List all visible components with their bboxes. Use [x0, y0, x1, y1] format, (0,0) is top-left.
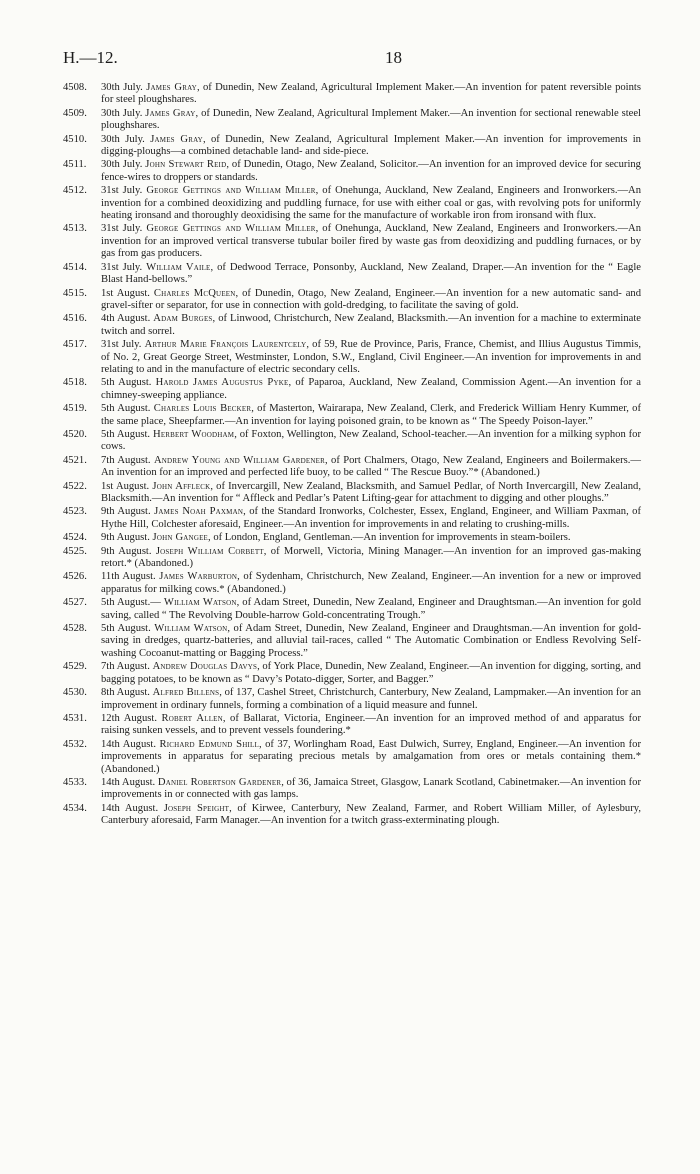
- applicant-names: Herbert Woodham: [152, 428, 235, 440]
- entry-description: , of Onehunga, Auckland, New Zealand, Engineers and Ironworkers.—An invention for an improved vertical transverse tubular boiler fired by waste gas from deoxidizing and puddling furnaces, or by gas from gas producers.: [101, 223, 642, 260]
- applicant-names: James Warburton: [159, 571, 238, 583]
- entry-number: 4522.: [63, 480, 87, 492]
- patent-entry: [63, 506, 641, 531]
- document-reference: H.—12.: [63, 48, 118, 67]
- patent-entry: [63, 108, 641, 133]
- patent-entry: [63, 262, 641, 287]
- entry-date: 9th August.: [101, 532, 150, 544]
- entry-date: 9th August.: [101, 545, 152, 557]
- entry-description: , of Ballarat, Victoria, Engineer.—An invention for an improved method of and apparatus for raising sunken vessels, and to prevent vessels foundering.*: [101, 712, 641, 737]
- entry-text: [101, 185, 641, 222]
- entry-description: , of Invercargill, New Zealand, Blacksmith, and Samuel Pedlar, of North Invercargill, New Zealand, Blacksmith.—An invention for “ Affleck and Pedlar’s Patent Lifting-gear for attachment to digging and other ploughs.”: [101, 480, 641, 504]
- entry-description: , of Dunedin, New Zealand, Agricultural Implement Maker.—An invention for sectional renewable steel ploughshares.: [101, 107, 641, 132]
- entry-description: , of Dedwood Terrace, Ponsonby, Auckland, New Zealand, Draper.—An invention for the “ Eagle Blast Hand-bellows.”: [101, 261, 642, 286]
- applicant-names: Arthur Marie François Laurentcely: [144, 339, 307, 351]
- entry-text: [101, 313, 641, 338]
- entry-text: [101, 623, 641, 660]
- entry-description: , of Adam Street, Dunedin, New Zealand, Engineer and Draughtsman.—An invention for gold-saving in dredges, quartz-batteries, and alluvial tail-races, called “ The Automatic Combination or Endless Revolving Self-washing Cocoanut-matting or Bagging Process.”: [101, 623, 642, 659]
- entry-number: 4530.: [63, 687, 87, 699]
- entry-number: 4533.: [63, 776, 87, 788]
- applicant-names: William Watson: [154, 623, 228, 635]
- entry-date: 5th August.: [101, 623, 151, 635]
- applicant-names: Adam Burges: [153, 313, 213, 325]
- entry-date: 5th August.: [101, 377, 152, 389]
- entry-number: 4514.: [63, 261, 87, 273]
- entry-description: , of Onehunga, Auckland, New Zealand, Engineers and Ironworkers.—An invention for a combined deoxidizing and puddling furnace, for use with either coal or gas, with revolving pots for uniformly heating ironsand and thoroughly deoxidising the same for the manufacture of workable iron from ironsand with flux.: [101, 185, 642, 222]
- entry-number: 4519.: [63, 403, 87, 415]
- entry-number: 4510.: [63, 133, 87, 145]
- entry-description: , of Dunedin, Otago, New Zealand, Engineer.—An invention for a new automatic sand- and gravel-sifter or separator, for use in connection with gold-dredging, to facilitate the saving of gold.: [101, 287, 642, 311]
- entry-description: , of Foxton, Wellington, New Zealand, School-teacher.—An invention for a milking syphon for cows.: [101, 428, 641, 453]
- patent-entry: [63, 597, 641, 622]
- entry-date: 31st July.: [101, 185, 143, 197]
- entry-date: 31st July.: [101, 339, 142, 351]
- entry-number: 4523.: [63, 506, 87, 518]
- entry-number: 4513.: [63, 223, 87, 235]
- entry-number: 4528.: [63, 623, 87, 635]
- entry-date: 30th July.: [101, 133, 145, 145]
- entry-date: 5th August.—: [101, 597, 161, 609]
- entry-date: 14th August.: [101, 738, 156, 750]
- entry-description: , of York Place, Dunedin, New Zealand, Engineer.—An invention for digging, sorting, and bagging potatoes, to be known as “ Davy’s Potato-digger, Sorter, and Bagger.”: [101, 661, 641, 685]
- applicant-names: Charles Louis Becker: [153, 403, 252, 415]
- entry-date: 31st July.: [101, 261, 143, 273]
- entry-description: , of Sydenham, Christchurch, New Zealand, Engineer.—An invention for a new or improved apparatus for milking cows.* (Abandoned.): [101, 571, 641, 595]
- patent-entry: [63, 429, 641, 454]
- entry-text: [101, 532, 641, 544]
- entry-text: [101, 739, 641, 776]
- applicant-names: James Gray: [150, 133, 203, 145]
- patent-entry: [63, 82, 641, 107]
- entry-number: 4517.: [63, 339, 87, 351]
- patent-entry: [63, 687, 641, 712]
- entry-text: [101, 134, 641, 159]
- entry-description: , of Dunedin, New Zealand, Agricultural Implement Maker.—An invention for patent reversible points for steel ploughshares.: [101, 82, 641, 106]
- applicant-names: William Watson: [163, 597, 237, 609]
- entry-description: , of Paparoa, Auckland, New Zealand, Commission Agent.—An invention for a chimney-sweeping appliance.: [101, 377, 642, 401]
- entry-description: , of 37, Worlingham Road, East Dulwich, Surrey, England, Engineer.—An invention for improvements in apparatus for separating precious metals by amalgamation from ores or metals containing them.* (Abandoned.): [101, 738, 641, 775]
- patent-entries-list: [63, 82, 641, 829]
- patent-entry: [63, 288, 641, 313]
- entry-number: 4527.: [63, 597, 87, 609]
- applicant-names: William Vaile: [146, 261, 211, 273]
- patent-entry: [63, 455, 641, 480]
- entry-date: 9th August.: [101, 506, 151, 518]
- patent-entry: [63, 339, 641, 376]
- entry-date: 8th August.: [101, 687, 150, 699]
- entry-description: , of 137, Cashel Street, Christchurch, Canterbury, New Zealand, Lampmaker.—An invention for an improvement in ordinary funnels, forming a combination of a liquid measure and funnel.: [101, 687, 642, 711]
- entry-date: 5th August.: [101, 403, 151, 415]
- entry-number: 4520.: [63, 428, 87, 440]
- patent-entry: [63, 185, 641, 222]
- applicant-names: Joseph Speight: [163, 802, 230, 814]
- entry-date: 12th August.: [101, 712, 157, 724]
- entry-description: , of Masterton, Wairarapa, New Zealand, Clerk, and Frederick William Henry Kummer, of the same place, Sheepfarmer.—An invention for laying poisoned grain, to be known as “ The Speedy Poison-layer.”: [101, 403, 642, 427]
- patent-entry: [63, 134, 641, 159]
- entry-description: , of the Standard Ironworks, Colchester, Essex, England, Engineer, and William Paxman, of Hythe Hill, Colchester aforesaid, Engineer.—An invention for improvements in and relating to crushing-mills.: [101, 506, 641, 530]
- patent-entry: [63, 739, 641, 776]
- entry-date: 30th July.: [101, 82, 143, 93]
- entry-date: 5th August.: [101, 428, 151, 440]
- applicant-names: Harold James Augustus Pyke: [155, 377, 289, 389]
- page-number: 18: [385, 48, 402, 67]
- entry-date: 30th July.: [101, 159, 143, 171]
- entry-text: [101, 262, 641, 287]
- patent-entry: [63, 623, 641, 660]
- page-header: [63, 48, 640, 70]
- entry-date: 14th August.: [101, 776, 156, 788]
- applicant-names: John Gangee: [152, 532, 209, 544]
- entry-number: 4509.: [63, 107, 87, 119]
- patent-entry: [63, 546, 641, 571]
- entry-number: 4515.: [63, 287, 87, 299]
- entry-text: [101, 661, 641, 686]
- entry-text: [101, 377, 641, 402]
- applicant-names: George Gettings and William Miller: [146, 185, 316, 197]
- entry-number: 4526.: [63, 571, 87, 583]
- applicant-names: Robert Allen: [161, 712, 223, 724]
- entry-date: 7th August.: [101, 454, 151, 466]
- applicant-names: James Gray: [145, 107, 196, 119]
- entry-text: [101, 803, 641, 828]
- entry-text: [101, 687, 641, 712]
- entry-date: 14th August.: [101, 802, 159, 814]
- patent-entry: [63, 313, 641, 338]
- entry-text: [101, 481, 641, 506]
- entry-description: , of 36, Jamaica Street, Glasgow, Lanark Scotland, Cabinetmaker.—An invention for improvements in or connected with gas lamps.: [101, 776, 642, 801]
- entry-text: [101, 159, 641, 184]
- entry-description: , of 59, Rue de Province, Paris, France, Chemist, and Illius Augustus Timmis, of No. 2, Great George Street, Westminster, London, S.W., England, Civil Engineer.—An invention for improvements in and relating to and in the manufacture of electric secondary cells.: [101, 339, 641, 375]
- patent-entry: [63, 803, 641, 828]
- entry-text: [101, 223, 641, 260]
- entry-description: , of Dunedin, New Zealand, Agricultural Implement Maker.—An invention for improvements in digging-ploughs—a combined detachable land- and side-piece.: [101, 133, 641, 158]
- applicant-names: Alfred Billens: [152, 687, 220, 699]
- entry-number: 4512.: [63, 185, 87, 197]
- patent-entry: [63, 571, 641, 596]
- patent-entry: [63, 223, 641, 260]
- entry-text: [101, 288, 641, 313]
- entry-text: [101, 571, 641, 596]
- entry-text: [101, 777, 641, 802]
- entry-text: [101, 108, 641, 133]
- patent-entry: [63, 377, 641, 402]
- patent-entry: [63, 661, 641, 686]
- entry-date: 11th August.: [101, 571, 156, 583]
- entry-text: [101, 455, 641, 480]
- applicant-names: James Noah Paxman: [154, 506, 244, 518]
- patent-entry: [63, 532, 641, 544]
- patent-entry: [63, 159, 641, 184]
- applicant-names: Andrew Young and William Gardener: [153, 454, 325, 466]
- entry-date: 1st August.: [101, 480, 150, 492]
- applicant-names: James Gray: [146, 82, 197, 93]
- entry-date: 7th August.: [101, 661, 150, 673]
- entry-number: 4524.: [63, 532, 87, 544]
- applicant-names: Richard Edmund Shill: [159, 738, 259, 750]
- entry-number: 4531.: [63, 712, 87, 724]
- entry-text: [101, 597, 641, 622]
- applicant-names: John Stewart Reid: [145, 159, 227, 171]
- entry-number: 4511.: [63, 159, 87, 171]
- applicant-names: George Gettings and William Miller: [146, 223, 316, 235]
- entry-number: 4529.: [63, 661, 87, 673]
- entry-description: , of Kirwee, Canterbury, New Zealand, Farmer, and Robert William Miller, of Aylesbury, Canterbury aforesaid, Farm Manager.—An invention for a twitch grass-exterminating plough.: [101, 802, 641, 827]
- applicant-names: Andrew Douglas Davys: [152, 661, 258, 673]
- entry-description: , of Adam Street, Dunedin, New Zealand, Engineer and Draughtsman.—An invention for gold saving, called “ The Revolving Double-harrow Gold-concentrating Trough.”: [101, 597, 642, 621]
- entry-text: [101, 546, 641, 571]
- entry-description: , of Port Chalmers, Otago, New Zealand, Engineers and Boilermakers.—An invention for an improved and perfected life buoy, to be called “ The Rescue Buoy.”* (Abandoned.): [101, 454, 641, 479]
- entry-text: [101, 713, 641, 738]
- entry-date: 4th August.: [101, 313, 151, 325]
- entry-number: 4525.: [63, 545, 87, 557]
- entry-number: 4521.: [63, 454, 87, 466]
- entry-text: [101, 403, 641, 428]
- entry-description: , of Dunedin, Otago, New Zealand, Solicitor.—An invention for an improved device for securing fence-wires to droppers or standards.: [101, 159, 641, 183]
- patent-entry: [63, 481, 641, 506]
- entry-text: [101, 506, 641, 531]
- applicant-names: John Affleck: [152, 480, 211, 492]
- patent-entry: [63, 713, 641, 738]
- entry-number: 4516.: [63, 313, 87, 325]
- entry-text: [101, 339, 641, 376]
- patent-entry: [63, 777, 641, 802]
- applicant-names: Charles McQueen: [153, 287, 236, 299]
- entry-date: 1st August.: [101, 287, 150, 299]
- applicant-names: Daniel Robertson Gardener: [157, 776, 282, 788]
- entry-date: 31st July.: [101, 223, 143, 235]
- entry-number: 4508.: [63, 82, 87, 93]
- entry-description: , of London, England, Gentleman.—An invention for improvements in steam-boilers.: [208, 532, 571, 544]
- entry-text: [101, 429, 641, 454]
- entry-number: 4534.: [63, 802, 87, 814]
- entry-description: , of Linwood, Christchurch, New Zealand, Blacksmith.—An invention for a machine to exterminate twitch and sorrel.: [101, 313, 641, 337]
- entry-description: , of Morwell, Victoria, Mining Manager.—An invention for an improved gas-making retort.* (Abandoned.): [101, 545, 641, 570]
- patent-entry: [63, 403, 641, 428]
- entry-number: 4532.: [63, 738, 87, 750]
- entry-number: 4518.: [63, 377, 87, 389]
- entry-text: [101, 82, 641, 107]
- applicant-names: Joseph William Corbett: [155, 545, 264, 557]
- entry-date: 30th July.: [101, 107, 143, 119]
